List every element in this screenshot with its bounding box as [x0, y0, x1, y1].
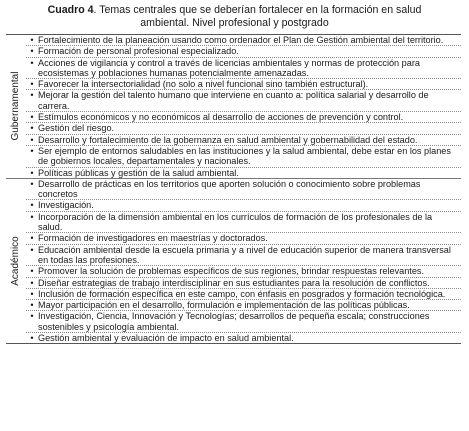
group-label: Gubernamental [10, 71, 21, 141]
list-item [26, 134, 461, 145]
caption-label: Cuadro 4 [47, 4, 94, 16]
bullet-icon: • [30, 333, 34, 344]
bullet-icon: • [30, 311, 34, 322]
list-item [26, 78, 461, 89]
bullet-icon: • [30, 300, 34, 311]
bullet-icon: • [30, 46, 34, 57]
group-label-cell [6, 179, 26, 343]
bullet-icon: • [30, 112, 34, 123]
bullet-icon: • [30, 244, 34, 255]
list-item-text: Mejorar la gestión del talento humano que interviene en cuanto a: política salarial y desarrollo de carrera. [38, 90, 429, 111]
list-item-text: Gestión del riesgo. [38, 123, 115, 134]
list-item-text: Ser ejemplo de entornos saludables en las instituciones y la salud ambiental, debe estar en los planes de gobiernos locales, departamentales y nacionales. [38, 145, 451, 167]
bullet-icon: • [30, 211, 34, 222]
group-academico [6, 178, 461, 343]
group-gubernamental [6, 35, 461, 178]
list-item [26, 122, 461, 133]
bullet-icon: • [30, 167, 34, 178]
list-item-text: Gestión ambiental y evaluación de impacto en salud ambiental. [38, 333, 294, 344]
bullet-icon: • [30, 35, 34, 45]
bullet-icon: • [30, 277, 34, 288]
list-item [26, 299, 461, 310]
caption-line-1 [0, 4, 469, 17]
list-item-text: Investigación, Ciencia, Innovación y Tecnologías; desarrollos de pequeña escala; construcciones sostenibles y psicología ambiental. [38, 311, 430, 332]
list-item-text: Promover la solución de problemas específicos de sus regiones, brindar respuestas relevantes. [38, 266, 424, 277]
group-items [26, 179, 461, 343]
bullet-icon: • [30, 266, 34, 277]
bullet-icon: • [30, 200, 34, 211]
list-item [26, 265, 461, 276]
bullet-icon: • [30, 57, 34, 68]
list-item [26, 199, 461, 210]
bullet-icon: • [30, 79, 34, 90]
list-item-text: Incorporación de la dimensión ambiental en los currículos de formación de los profesionales de la salud. [38, 211, 433, 233]
list-item-text: Educación ambiental desde la escuela primaria y a nivel de educación superior de manera transversal en todas las profesiones. [38, 244, 451, 265]
list-item [26, 145, 461, 167]
bullet-icon: • [30, 178, 34, 189]
bullet-icon: • [30, 123, 34, 134]
bullet-icon: • [30, 145, 34, 156]
list-item [26, 211, 461, 233]
list-item-text: Fortalecimiento de la planeación usando como ordenador el Plan de Gestión ambiental del territorio. [38, 35, 444, 45]
list-item-text: Desarrollo de prácticas en los territorios que aporten solución o conocimiento sobre problemas concretos [38, 178, 421, 200]
group-items [26, 35, 461, 178]
table-caption [0, 4, 469, 30]
caption-text: . Temas centrales que se deberían fortalecer en la formación en salud [93, 4, 422, 16]
list-item [26, 332, 461, 343]
list-item-text: Inclusión de formación específica en este campo, con énfasis en posgrados y formación tecnológica. [38, 288, 446, 299]
group-label: Académico [10, 236, 21, 286]
list-item-text: Políticas públicas y gestión de la salud ambiental. [38, 167, 239, 178]
group-label-cell [6, 35, 26, 178]
list-item-text: Formación de investigadores en maestrías y doctorados. [38, 233, 268, 244]
bullet-icon: • [30, 90, 34, 101]
list-item [26, 310, 461, 332]
list-item-text: Desarrollo y fortalecimiento de la gobernanza en salud ambiental y gobernabilidad del estado. [38, 134, 418, 145]
list-item-text: Investigación. [38, 200, 94, 211]
bullet-icon: • [30, 288, 34, 299]
topics-table [6, 34, 461, 344]
list-item [26, 89, 461, 111]
list-item-text: Mayor participación en el desarrollo, formulación e implementación de las políticas públicas. [38, 300, 410, 311]
list-item [26, 45, 461, 56]
list-item [26, 232, 461, 243]
list-item [26, 167, 461, 178]
list-item [26, 288, 461, 299]
list-item [26, 35, 461, 45]
list-item-text: Diseñar estrategias de trabajo interdisciplinar en sus estudiantes para la resolución de conflictos. [38, 277, 430, 288]
list-item-text: Acciones de vigilancia y control a través de licencias ambientales y normas de protección para ecosistemas y poblaciones humanas potencialmente amenazadas. [38, 57, 420, 78]
bullet-icon: • [30, 233, 34, 244]
caption-line-2: ambiental. Nivel profesional y postgrado [140, 17, 329, 29]
list-item-text: Favorecer la intersectorialidad (no solo a nivel funcional sino también estructural). [38, 79, 369, 90]
list-item [26, 111, 461, 122]
list-item [26, 57, 461, 79]
list-item-text: Formación de personal profesional especializado. [38, 46, 239, 57]
list-item-text: Estímulos económicos y no económicos al desarrollo de acciones de prevención y control. [38, 112, 404, 123]
bullet-icon: • [30, 134, 34, 145]
list-item [26, 277, 461, 288]
list-item [26, 244, 461, 266]
list-item [26, 179, 461, 200]
